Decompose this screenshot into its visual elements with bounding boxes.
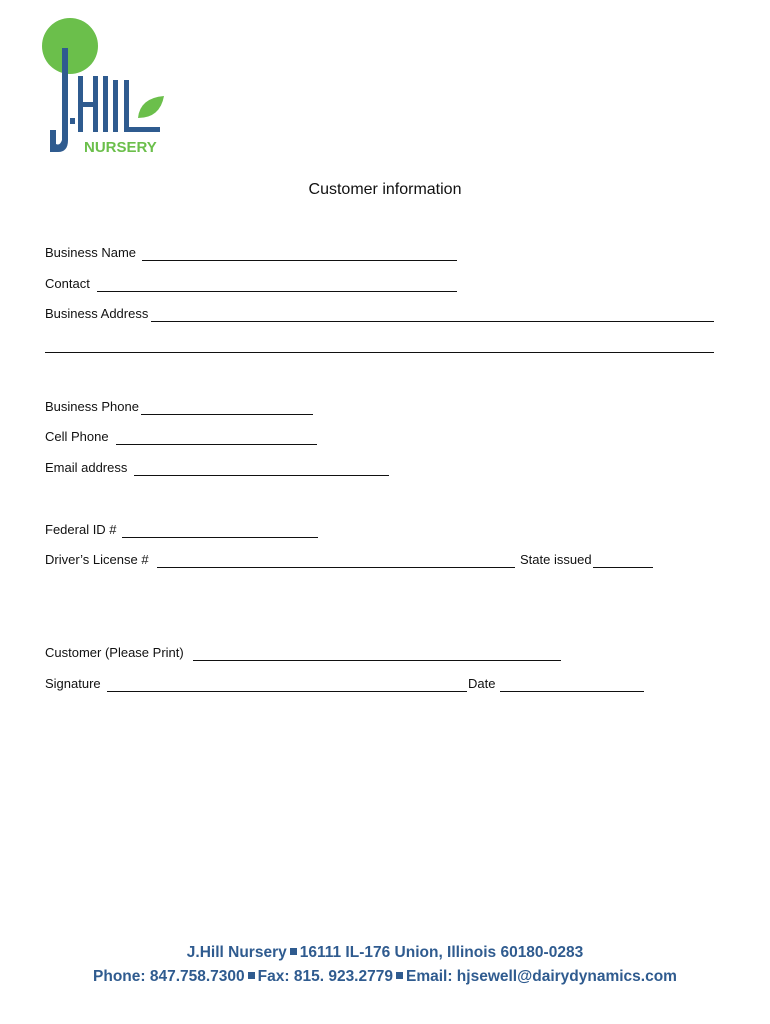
footer-address-line <box>0 944 770 962</box>
business-name-label: Business Name <box>45 245 137 260</box>
nursery-logo-graphic <box>38 18 168 158</box>
drivers-license-field[interactable] <box>157 567 515 568</box>
drivers-license-label: Driver’s License # <box>45 552 149 567</box>
state-issued-label: State issued <box>520 552 592 567</box>
business-name-field[interactable] <box>142 260 457 261</box>
separator-square-icon <box>290 948 297 955</box>
separator-square-icon <box>248 972 255 979</box>
federal-id-label: Federal ID # <box>45 522 117 537</box>
business-phone-field[interactable] <box>141 414 313 415</box>
footer-phone: Phone: 847.758.7300 <box>93 968 245 985</box>
customer-print-field[interactable] <box>193 660 561 661</box>
contact-label: Contact <box>45 276 90 291</box>
footer-fax: Fax: 815. 923.2779 <box>257 968 393 985</box>
cell-phone-field[interactable] <box>116 444 317 445</box>
logo-wordmark: NURSERY <box>84 139 157 156</box>
company-logo <box>38 18 168 158</box>
federal-id-field[interactable] <box>122 537 318 538</box>
email-label: Email address <box>45 460 128 475</box>
cell-phone-label: Cell Phone <box>45 429 109 444</box>
footer-company-name: J.Hill Nursery <box>186 944 287 961</box>
customer-print-label: Customer (Please Print) <box>45 645 184 660</box>
form-title: Customer information <box>308 181 462 198</box>
signature-field[interactable] <box>107 691 467 692</box>
business-phone-label: Business Phone <box>45 399 139 414</box>
business-address-line-2[interactable] <box>45 352 714 353</box>
contact-field[interactable] <box>97 291 457 292</box>
signature-label: Signature <box>45 676 101 691</box>
date-field[interactable] <box>500 691 644 692</box>
email-field[interactable] <box>134 475 389 476</box>
date-label: Date <box>468 676 496 691</box>
state-issued-field[interactable] <box>593 567 653 568</box>
business-address-field[interactable] <box>151 321 714 322</box>
footer-contact-line <box>0 968 770 986</box>
footer-email: Email: hjsewell@dairydynamics.com <box>405 968 677 985</box>
separator-square-icon <box>396 972 403 979</box>
business-address-label: Business Address <box>45 306 149 321</box>
footer-address: 16111 IL-176 Union, Illinois 60180-0283 <box>299 944 584 961</box>
